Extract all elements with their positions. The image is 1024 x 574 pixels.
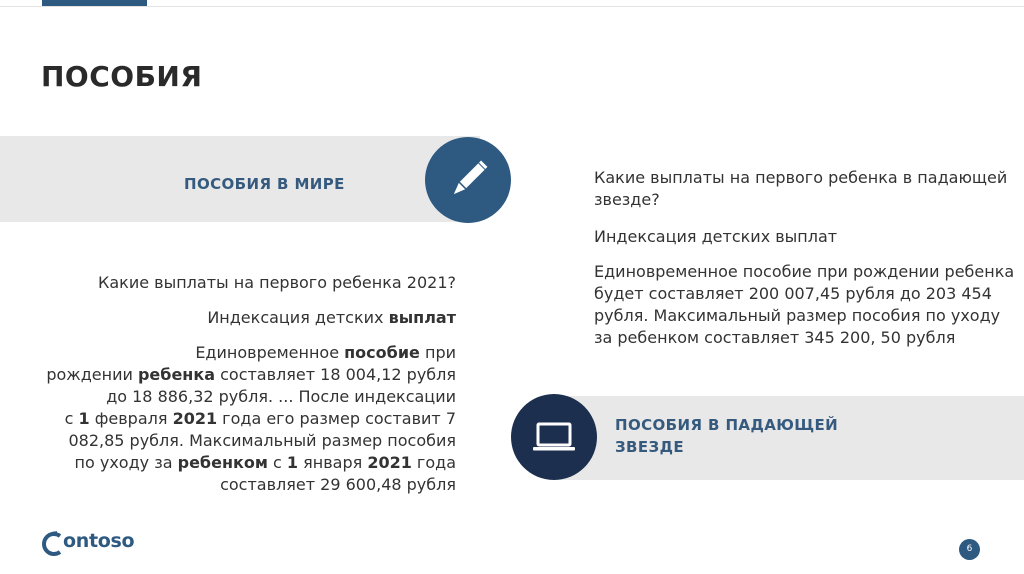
left-indexation-bold: выплат: [388, 308, 456, 327]
text-fragment: февраля: [89, 409, 173, 428]
left-indexation: [36, 307, 456, 329]
bold-fragment: ребенка: [137, 365, 216, 384]
page-number-badge: 6: [959, 539, 980, 560]
left-question: Какие выплаты на первого ребенка 2021?: [98, 273, 456, 292]
right-question: Какие выплаты на первого ребенка в падающей звезде?: [594, 168, 1008, 209]
text-fragment: с: [64, 409, 79, 428]
text-fragment: рождении: [46, 365, 138, 384]
bold-fragment: 1: [78, 409, 90, 428]
logo-text: ontoso: [63, 530, 135, 552]
text-fragment: до 18 886,32 рубля. ... После индексации: [106, 387, 456, 406]
text-fragment: по уходу за: [74, 453, 178, 472]
text-fragment: января: [298, 453, 368, 472]
top-divider: [0, 6, 1024, 7]
bold-fragment: ребенком: [177, 453, 268, 472]
left-indexation-text: Индексация детских: [207, 308, 389, 327]
bold-fragment: 2021: [367, 453, 412, 472]
text-fragment: при: [419, 343, 456, 362]
text-fragment: 082,85 рубля. Максимальный размер пособия: [68, 431, 456, 450]
bold-fragment: 1: [286, 453, 299, 472]
left-description: [36, 342, 456, 496]
text-fragment: Единовременное: [195, 343, 345, 362]
text-fragment: года: [411, 453, 456, 472]
text-fragment: составляет 18 004,12 рубля: [215, 365, 456, 384]
text-fragment: составляет 29 600,48 рубля: [220, 475, 456, 494]
slide-title: ПОСОБИЯ: [41, 60, 203, 93]
pencil-icon: [425, 137, 511, 223]
right-description: Единовременное пособие при рождении ребенка будет составляет 200 007,45 рубля до 203 454 рубля. Максимальный размер пособия по уходу за ребенком составляет 345 200, 50 рубля: [594, 262, 1015, 347]
section-heading-falling-star: ПОСОБИЯ В ПАДАЮЩЕЙ ЗВЕЗДЕ: [615, 416, 839, 456]
laptop-icon: [511, 394, 597, 480]
section-heading-world: ПОСОБИЯ В МИРЕ: [184, 175, 345, 193]
text-fragment: с: [267, 453, 287, 472]
bold-fragment: 2021: [172, 409, 218, 428]
bold-fragment: пособие: [344, 343, 420, 362]
text-fragment: года его размер составит 7: [217, 409, 456, 428]
right-indexation: Индексация детских выплат: [594, 227, 838, 246]
